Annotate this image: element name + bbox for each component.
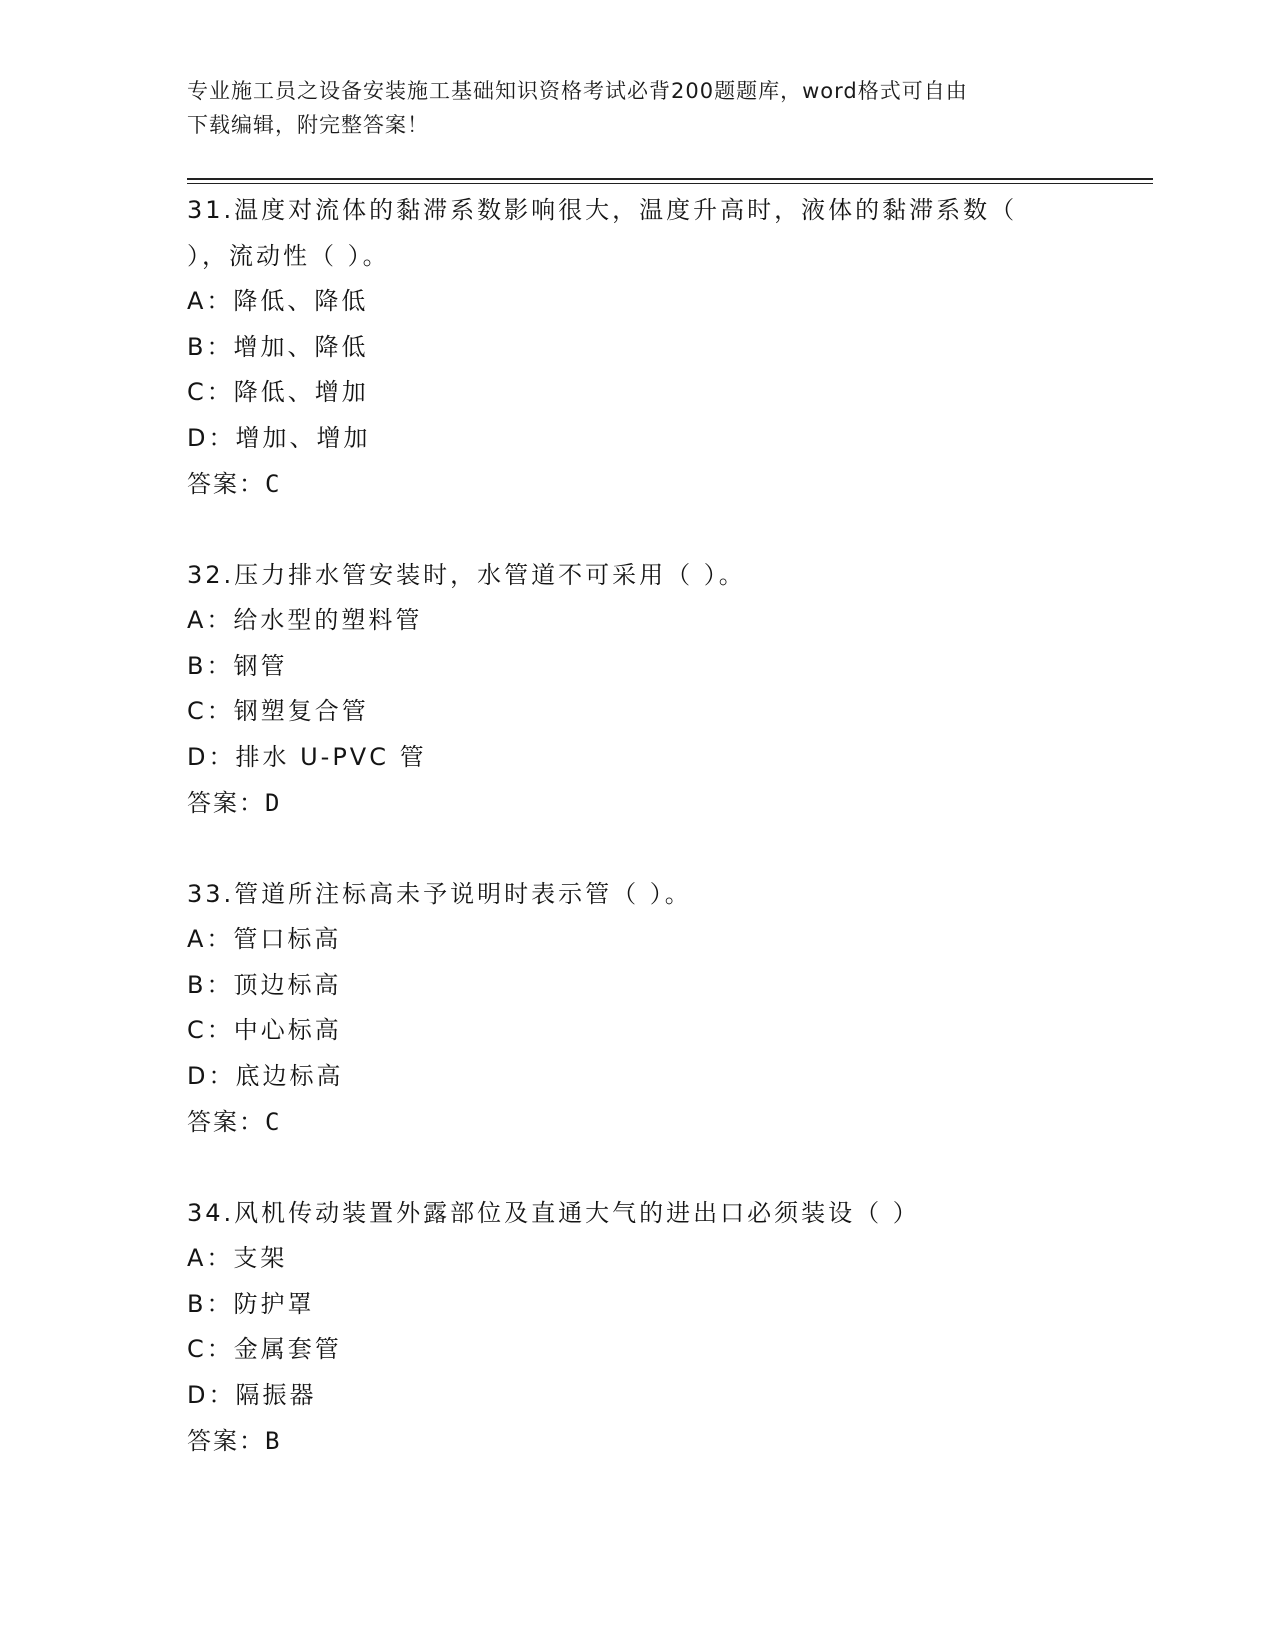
answer-label: 答案： <box>187 470 265 498</box>
question-31 <box>187 187 1087 507</box>
header-line-1: 专业施工员之设备安装施工基础知识资格考试必背200题题库，word格式可自由 <box>187 79 968 103</box>
option-c: C：降低、增加 <box>187 378 369 406</box>
option-a: A：降低、降低 <box>187 287 369 315</box>
question-stem <box>187 552 1087 598</box>
question-stem-line-2: ），流动性（ ）。 <box>187 242 390 270</box>
option-b: B：顶边标高 <box>187 970 342 999</box>
answer-value: C <box>265 1108 280 1136</box>
question-32 <box>187 552 1087 826</box>
question-stem-line-1: 33.管道所注标高未予说明时表示管（ ）。 <box>187 880 692 908</box>
question-33 <box>187 871 1087 1145</box>
option-c: C：金属套管 <box>187 1335 342 1363</box>
answer-line <box>187 780 1087 826</box>
document-header <box>187 74 1067 142</box>
option-b: B：防护罩 <box>187 1289 315 1318</box>
header-divider-thick <box>187 178 1153 180</box>
header-divider-thin <box>187 183 1153 184</box>
option-b: B：钢管 <box>187 651 288 680</box>
question-34 <box>187 1190 1087 1464</box>
answer-label: 答案： <box>187 789 265 817</box>
option-d: D：隔振器 <box>187 1380 317 1409</box>
option-d: D：排水 U-PVC 管 <box>187 742 427 771</box>
option-c: C：中心标高 <box>187 1016 342 1044</box>
question-stem <box>187 1190 1087 1236</box>
question-stem-line-1: 31.温度对流体的黏滞系数影响很大，温度升高时，液体的黏滞系数（ <box>187 196 1018 224</box>
question-stem-line-1: 32.压力排水管安装时，水管道不可采用（ ）。 <box>187 561 746 589</box>
answer-value: D <box>265 789 280 817</box>
question-stem <box>187 187 1087 279</box>
answer-label: 答案： <box>187 1108 265 1136</box>
option-b: B：增加、降低 <box>187 332 369 361</box>
question-stem-line-1: 34.风机传动装置外露部位及直通大气的进出口必须装设（ ） <box>187 1199 920 1227</box>
option-a: A：给水型的塑料管 <box>187 606 423 634</box>
answer-value: B <box>265 1427 280 1455</box>
answer-line <box>187 461 1087 507</box>
answer-line <box>187 1418 1087 1464</box>
answer-label: 答案： <box>187 1427 265 1455</box>
option-c: C：钢塑复合管 <box>187 697 369 725</box>
option-d: D：底边标高 <box>187 1061 344 1090</box>
option-d: D：增加、增加 <box>187 423 371 452</box>
header-line-2: 下载编辑，附完整答案！ <box>187 113 429 137</box>
answer-value: C <box>265 470 280 498</box>
option-a: A：管口标高 <box>187 925 342 953</box>
option-a: A：支架 <box>187 1244 288 1272</box>
question-stem <box>187 871 1087 917</box>
answer-line <box>187 1099 1087 1145</box>
